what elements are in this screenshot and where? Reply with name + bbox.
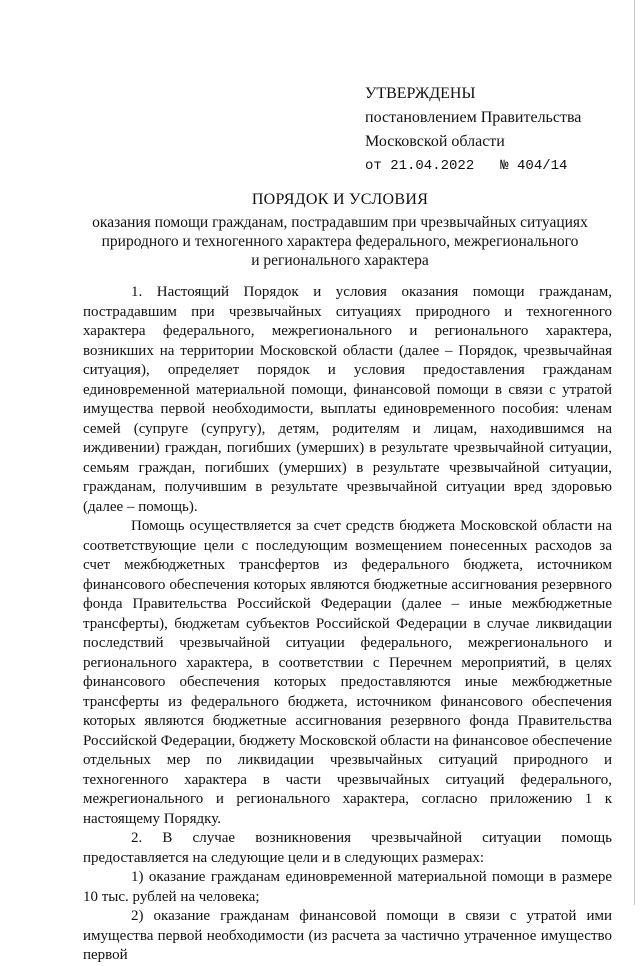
document-subtitle-line-2: природного и техногенного характера федерального, межрегионального <box>101 233 579 250</box>
approval-stamp <box>365 82 625 178</box>
paragraph-3: 2. В случае возникновения чрезвычайной ситуации помощь предоставляется на следующие цели и в следующих размерах: <box>83 830 612 866</box>
document-subtitle-line-1: оказания помощи гражданам, пострадавшим при чрезвычайных ситуациях <box>92 214 588 231</box>
approval-region: Московской области <box>365 133 505 150</box>
scan-edge-line <box>634 0 635 905</box>
paragraph-4: 1) оказание гражданам единовременной материальной помощи в размере 10 тыс. рублей на человека; <box>83 869 612 905</box>
document-body <box>83 283 612 966</box>
document-subtitle-line-3: и регионального характера <box>251 252 429 269</box>
approval-date: от 21.04.2022 <box>365 158 475 174</box>
document-title: ПОРЯДОК И УСЛОВИЯ <box>251 191 429 208</box>
document-title-block <box>60 190 620 270</box>
approval-authority: постановлением Правительства <box>365 109 582 126</box>
approval-number: № 404/14 <box>500 158 568 174</box>
approval-date-number <box>365 154 625 178</box>
paragraph-1: 1. Настоящий Порядок и условия оказания помощи гражданам, пострадавшим при чрезвычайных ситуациях природного и техногенного характера федерального, межрегионального и регионального характера, возникших на территории Московской области (далее – Порядок, чрезвычайная ситуация), определяет порядок и условия предоставления гражданам единовременной материальной помощи, финансовой помощи в связи с утратой имущества первой необходимости, выплаты единовременного пособия: членам семей (супруге (супругу), детям, родителям и лицам, находившимся на иждивении) граждан, погибших (умерших) в результате чрезвычайной ситуации, семьям граждан, погибших (умерших) в результате чрезвычайной ситуации, гражданам, получившим в результате чрезвычайной ситуации вред здоровью (далее – помощь). <box>83 284 612 515</box>
paragraph-2: Помощь осуществляется за счет средств бюджета Московской области на соответствующие цели с последующим возмещением понесенных расходов за счет межбюджетных трансфертов из федерального бюджета, источником финансового обеспечения которых являются бюджетные ассигнования резервного фонда Правительства Российской Федерации (далее – иные межбюджетные трансферты), бюджетам субъектов Российской Федерации в случае ликвидации последствий чрезвычайной ситуации федерального, межрегионального и регионального характера, в соответствии с Перечнем мероприятий, в целях финансового обеспечения которых предоставляются иные межбюджетные трансферты из федерального бюджета, источником финансового обеспечения которых являются бюджетные ассигнования резервного фонда Правительства Российской Федерации, бюджету Московской области на финансовое обеспечение отдельных мер по ликвидации чрезвычайных ситуаций природного и техногенного характера в части чрезвычайных ситуаций федерального, межрегионального и регионального характера, согласно приложению 1 к настоящему Порядку. <box>83 518 612 827</box>
paragraph-5: 2) оказание гражданам финансовой помощи в связи с утратой ими имущества первой необходимости (из расчета за частично утраченное имущество первой <box>83 908 612 963</box>
approval-heading: УТВЕРЖДЕНЫ <box>365 85 476 102</box>
